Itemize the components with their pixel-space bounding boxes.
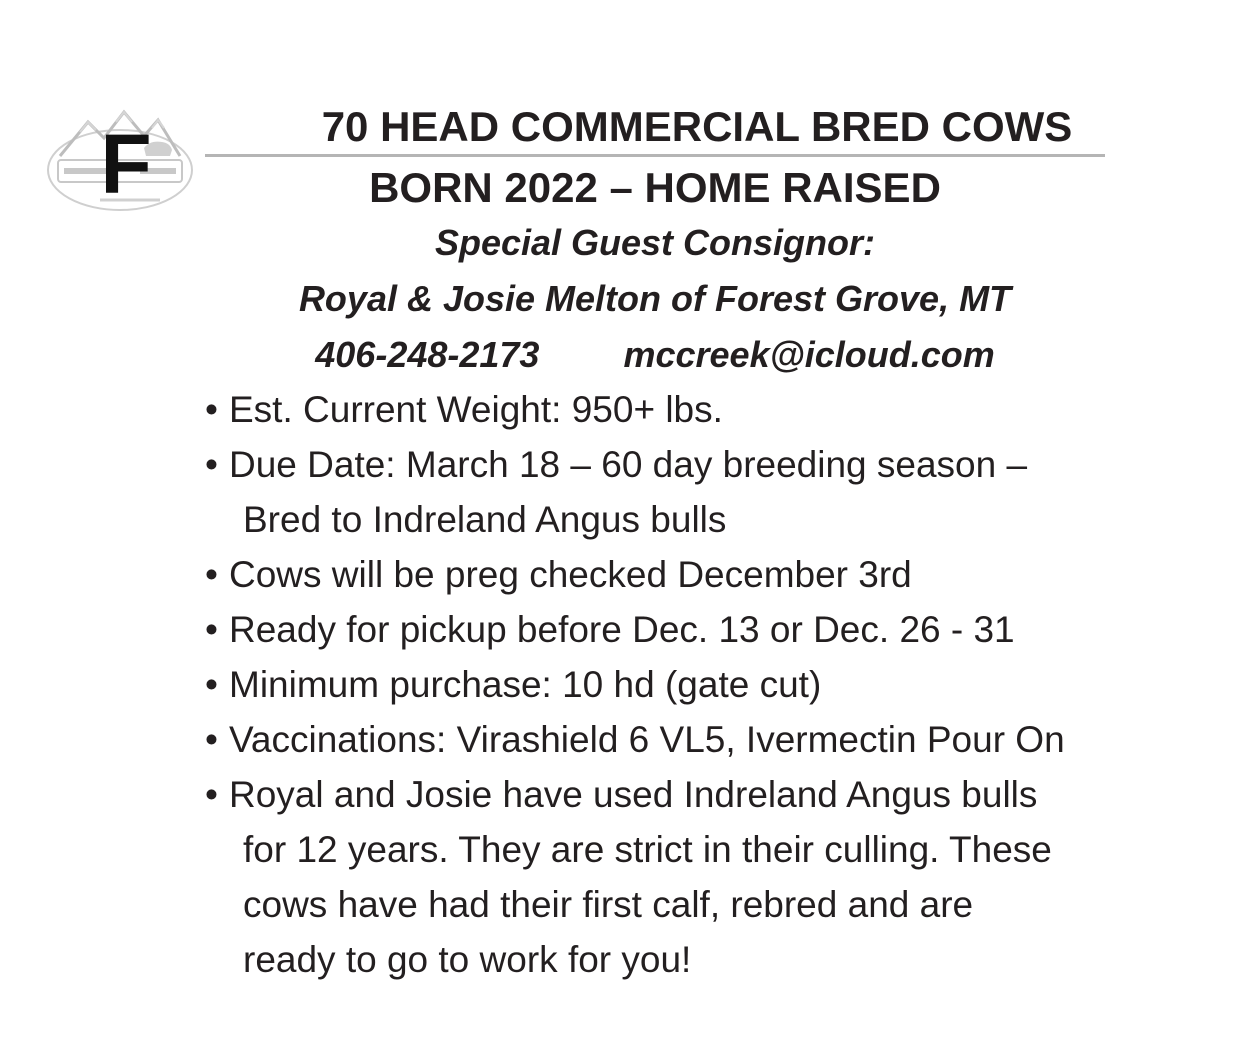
detail-text: Vaccinations: Virashield 6 VL5, Ivermectin Pour On bbox=[229, 719, 1065, 760]
detail-text: Minimum purchase: 10 hd (gate cut) bbox=[229, 664, 822, 705]
guest-consignor-label: Special Guest Consignor: bbox=[434, 222, 876, 263]
detail-due-date bbox=[205, 437, 1205, 547]
bullet-icon: • bbox=[205, 774, 218, 815]
bullet-icon: • bbox=[205, 554, 218, 595]
listing-title: 70 HEAD COMMERCIAL BRED COWS bbox=[321, 103, 1073, 150]
email-address: mccreek@icloud.com bbox=[623, 334, 995, 375]
listing-header bbox=[205, 100, 1105, 383]
bullet-icon: • bbox=[205, 444, 218, 485]
listing-subtitle: BORN 2022 – HOME RAISED bbox=[369, 164, 941, 211]
detail-text-continued: for 12 years. They are strict in their culling. These bbox=[243, 829, 1052, 870]
consignor-name: Royal & Josie Melton of Forest Grove, MT bbox=[298, 278, 1012, 319]
detail-text: Ready for pickup before Dec. 13 or Dec. 26 - 31 bbox=[229, 609, 1015, 650]
detail-text: Cows will be preg checked December 3rd bbox=[229, 554, 912, 595]
listing-details bbox=[205, 382, 1205, 987]
detail-text: Royal and Josie have used Indreland Angus bulls bbox=[229, 774, 1038, 815]
bullet-icon: • bbox=[205, 389, 218, 430]
detail-text-continued: cows have had their first calf, rebred and are bbox=[243, 884, 974, 925]
detail-text-continued: Bred to Indreland Angus bulls bbox=[243, 499, 727, 540]
detail-text: Est. Current Weight: 950+ lbs. bbox=[229, 389, 723, 430]
bullet-icon: • bbox=[205, 664, 218, 705]
detail-text: Due Date: March 18 – 60 day breeding season – bbox=[229, 444, 1028, 485]
contact-info bbox=[205, 327, 1105, 383]
lot-letter: F bbox=[100, 117, 152, 211]
phone-number: 406-248-2173 bbox=[315, 334, 540, 375]
detail-text-continued: ready to go to work for you! bbox=[243, 939, 692, 980]
bullet-icon: • bbox=[205, 719, 218, 760]
detail-vaccinations bbox=[205, 712, 1205, 767]
ranch-brand-logo bbox=[40, 100, 200, 220]
detail-history bbox=[205, 767, 1205, 987]
bullet-icon: • bbox=[205, 609, 218, 650]
detail-preg-check bbox=[205, 547, 1205, 602]
detail-minimum-purchase bbox=[205, 657, 1205, 712]
detail-weight bbox=[205, 382, 1205, 437]
detail-pickup bbox=[205, 602, 1205, 657]
